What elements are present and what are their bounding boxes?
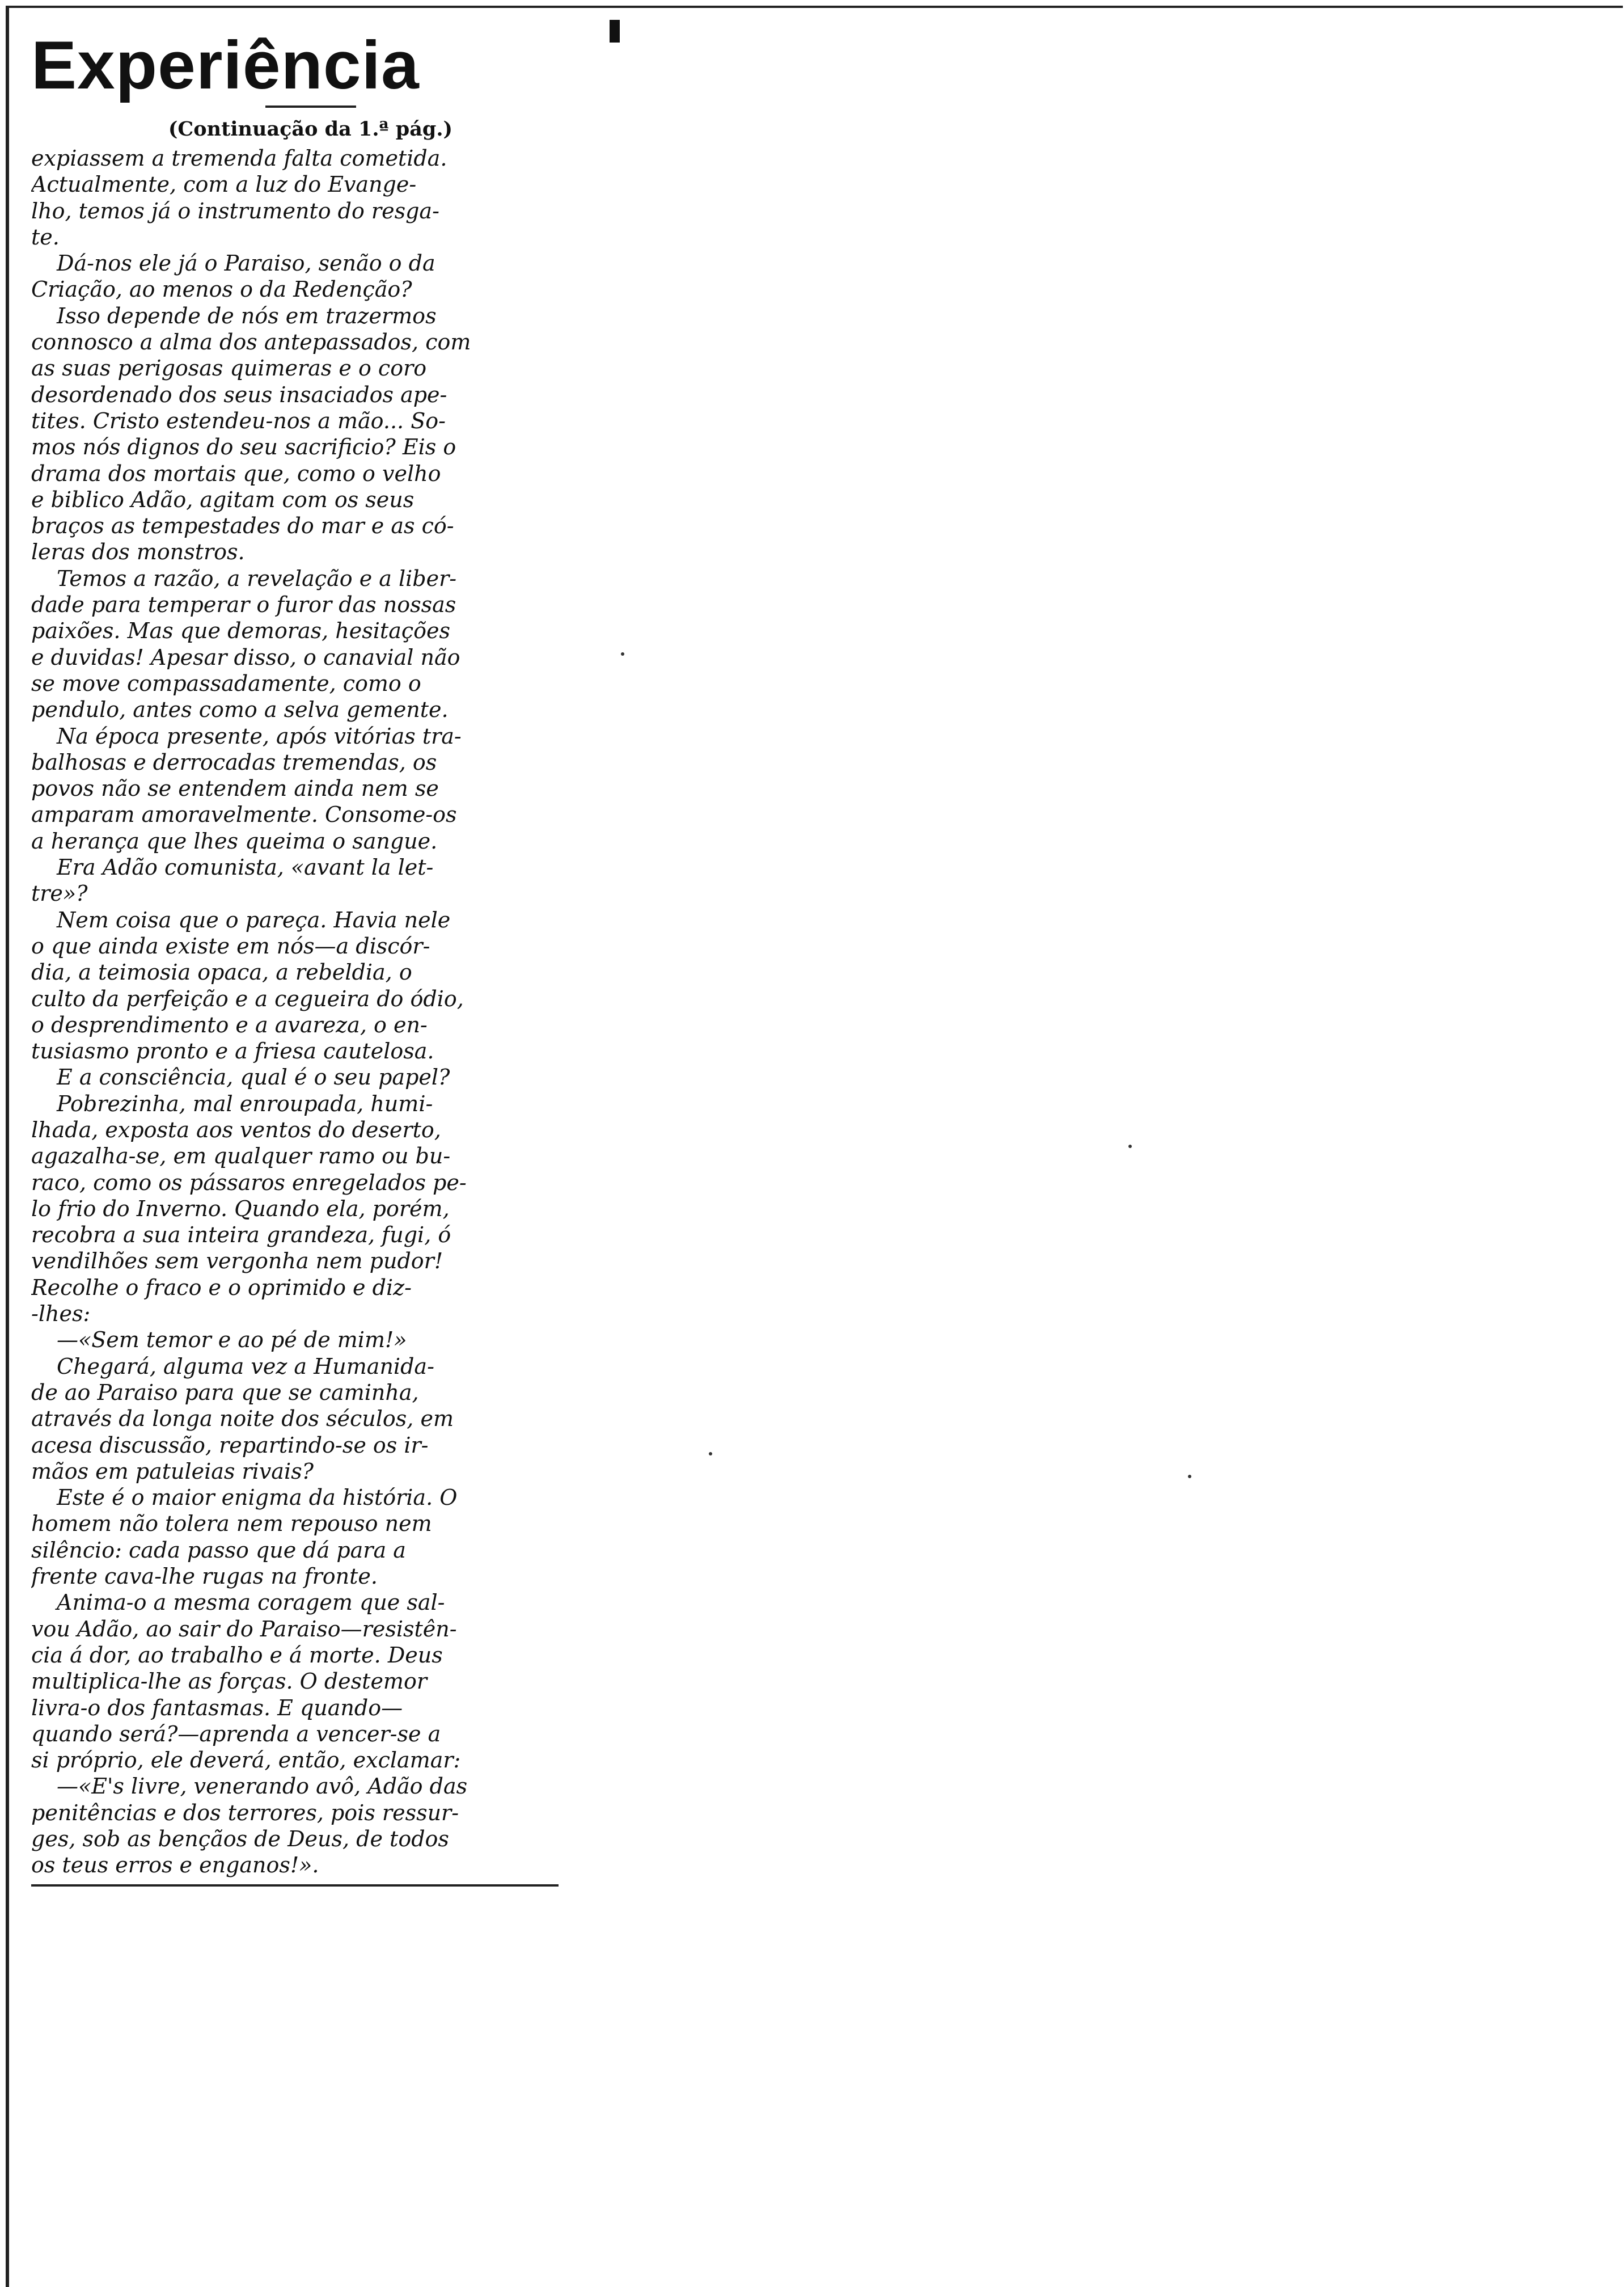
body-line: mos nós dignos do seu sacrificio? Eis o	[31, 434, 456, 460]
print-speck	[1188, 1475, 1191, 1478]
body-line: raco, como os pássaros enregelados pe-	[31, 1170, 467, 1195]
body-line: cia á dor, ao trabalho e á morte. Deus	[31, 1642, 443, 1668]
body-line: as suas perigosas quimeras e o coro	[31, 356, 427, 381]
body-line: Criação, ao menos o da Redenção?	[31, 277, 412, 302]
body-line: frente cava-lhe rugas na fronte.	[31, 1564, 378, 1589]
body-line: E a consciência, qual é o seu papel?	[57, 1065, 450, 1090]
body-line: agazalha-se, em qualquer ramo ou bu-	[31, 1144, 451, 1169]
body-line: lo frio do Inverno. Quando ela, porém,	[31, 1196, 450, 1221]
body-line: drama dos mortais que, como o velho	[31, 461, 441, 486]
title-divider	[265, 106, 356, 108]
body-line: Na época presente, após vitórias tra-	[57, 723, 462, 749]
body-line: leras dos monstros.	[31, 539, 245, 565]
body-line: amparam amoravelmente. Consome-os	[31, 802, 457, 828]
body-line: o que ainda existe em nós—a discór-	[31, 933, 430, 959]
body-line: quando será?—aprenda a vencer-se a	[31, 1721, 441, 1746]
body-line: braços as tempestades do mar e as có-	[31, 513, 454, 539]
body-line: Chegará, alguma vez a Humanida-	[57, 1353, 434, 1379]
article-title: Experiência	[31, 27, 420, 103]
body-line: livra-o dos fantasmas. E quando—	[31, 1695, 403, 1720]
body-line: multiplica-lhe as forças. O destemor	[31, 1669, 428, 1694]
body-line: Actualmente, com a luz do Evange-	[31, 172, 417, 197]
body-line: pendulo, antes como a selva gemente.	[31, 697, 449, 723]
body-line: tites. Cristo estendeu-nos a mão... So-	[31, 408, 446, 433]
article-subtitle: (Continuação da 1.ª pág.)	[168, 117, 453, 141]
body-line: vou Adão, ao sair do Paraiso—resistên-	[31, 1616, 457, 1642]
body-line: Era Adão comunista, «avant la let-	[57, 855, 434, 880]
body-line: e biblico Adão, agitam com os seus	[31, 487, 415, 512]
body-line: se move compassadamente, como o	[31, 670, 421, 696]
body-line: acesa discussão, repartindo-se os ir-	[31, 1432, 429, 1458]
body-line: desordenado dos seus insaciados ape-	[31, 382, 447, 407]
body-line: recobra a sua inteira grandeza, fugi, ó	[31, 1222, 451, 1248]
article-column	[31, 28, 567, 1887]
body-line: Anima-o a mesma coragem que sal-	[57, 1590, 445, 1615]
body-line: paixões. Mas que demoras, hesitações	[31, 618, 450, 644]
body-line: homem não tolera nem repouso nem	[31, 1511, 432, 1537]
body-line: povos não se entendem ainda nem se	[31, 776, 439, 801]
body-line: a herança que lhes queima o sangue.	[31, 828, 438, 854]
body-line: através da longa noite dos séculos, em	[31, 1406, 454, 1432]
body-line: te.	[31, 224, 60, 250]
body-line: —«Sem temor e ao pé de mim!»	[57, 1327, 407, 1353]
body-line: os teus erros e enganos!».	[31, 1853, 319, 1878]
body-line: de ao Paraiso para que se caminha,	[31, 1379, 419, 1405]
body-line: balhosas e derrocadas tremendas, os	[31, 749, 437, 775]
body-line: expiassem a tremenda falta cometida.	[31, 146, 447, 171]
body-line: si próprio, ele deverá, então, exclamar:	[31, 1748, 461, 1773]
body-line: Este é o maior enigma da história. O	[57, 1485, 458, 1510]
article-body	[31, 145, 567, 1879]
body-line: penitências e dos terrores, pois ressur-	[31, 1800, 459, 1825]
body-line: dade para temperar o furor das nossas	[31, 592, 456, 618]
body-line: dia, a teimosia opaca, a rebeldia, o	[31, 960, 412, 985]
body-line: Nem coisa que o pareça. Havia nele	[57, 907, 451, 932]
print-speck	[1128, 1145, 1132, 1148]
body-line: Recolhe o fraco e o oprimido e diz-	[31, 1275, 412, 1300]
bottom-divider	[31, 1884, 559, 1887]
body-line: vendilhões sem vergonha nem pudor!	[31, 1248, 443, 1274]
body-line: Dá-nos ele já o Paraiso, senão o da	[57, 251, 435, 276]
body-line: tusiasmo pronto e a friesa cautelosa.	[31, 1039, 434, 1064]
body-line: e duvidas! Apesar disso, o canavial não	[31, 644, 460, 670]
print-speck	[709, 1452, 712, 1455]
body-line: o desprendimento e a avareza, o en-	[31, 1012, 428, 1037]
body-line: mãos em patuleias rivais?	[31, 1458, 314, 1484]
printer-mark	[610, 20, 620, 43]
body-line: Isso depende de nós em trazermos	[57, 303, 437, 328]
body-line: silêncio: cada passo que dá para a	[31, 1537, 406, 1563]
body-line: Pobrezinha, mal enroupada, humi-	[57, 1091, 433, 1116]
body-line: Temos a razão, a revelação e a liber-	[57, 566, 457, 591]
body-line: lho, temos já o instrumento do resga-	[31, 198, 439, 223]
body-line: ges, sob as bençãos de Deus, de todos	[31, 1826, 449, 1851]
body-line: -lhes:	[31, 1301, 91, 1327]
body-line: culto da perfeição e a cegueira do ódio,	[31, 986, 464, 1011]
body-line: lhada, exposta aos ventos do deserto,	[31, 1117, 441, 1142]
print-speck	[621, 652, 624, 656]
body-line: tre»?	[31, 881, 88, 906]
body-line: connosco a alma dos antepassados, com	[31, 330, 471, 355]
body-line: —«E's livre, venerando avô, Adão das	[57, 1774, 468, 1799]
